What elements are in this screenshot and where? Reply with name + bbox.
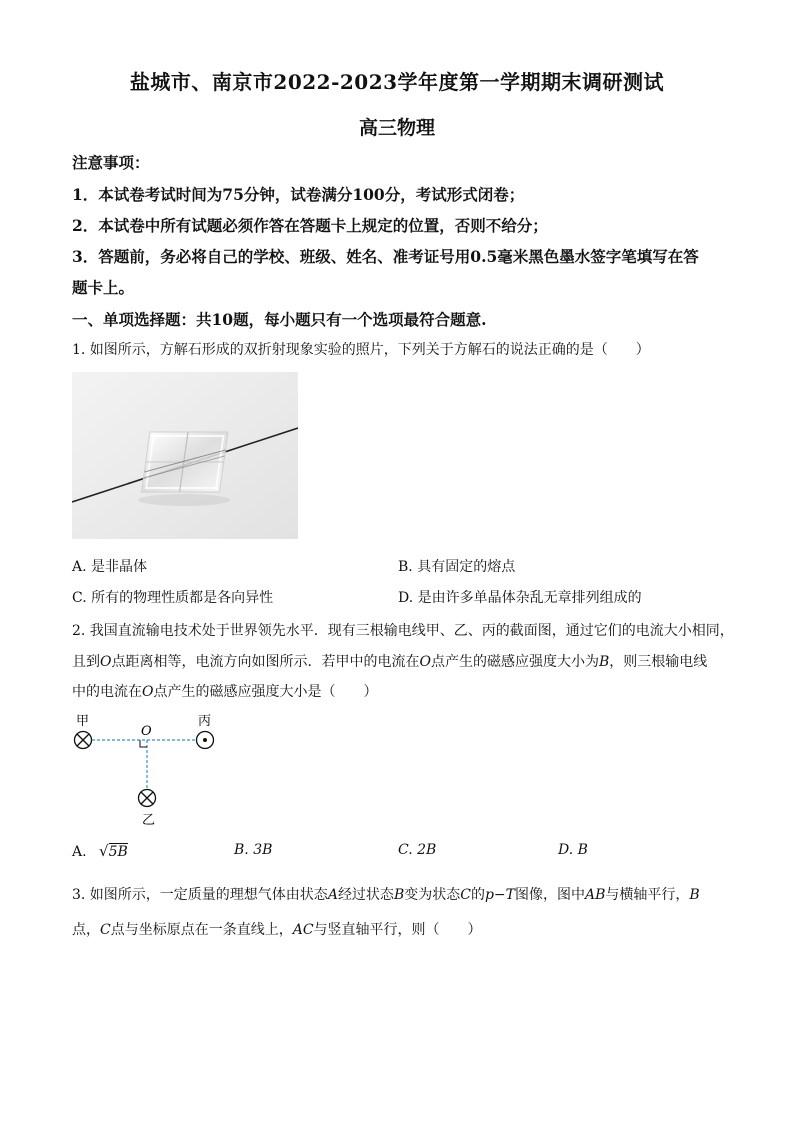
wire-bing-out-of-page-icon [197,732,214,749]
q1-option-c[interactable]: C. 所有的物理性质都是各向异性 [72,590,274,606]
q2-option-b[interactable]: B. 3B [234,842,273,858]
q3-line-1: 3. 如图所示，一定质量的理想气体由状态A经过状态B变为状态C的p−T图像，图中AB与横轴平行，B [72,887,700,903]
q3-line-2: 点，C点与坐标原点在一条直线上，AC与竖直轴平行，则（ ） [72,922,482,938]
calcite-photo [72,372,298,539]
label-yi: 乙 [142,813,156,828]
section-heading: 一、单项选择题：共10题，每小题只有一个选项最符合题意. [72,310,487,329]
notice-item-3-cont: 题卡上。 [72,278,135,297]
q2-option-c[interactable]: C. 2B [398,842,437,858]
q1-option-b[interactable]: B. 具有固定的熔点 [398,559,516,575]
notice-heading: 注意事项： [72,153,150,172]
q2-option-a[interactable]: A. √5B [72,842,128,860]
q2-line-2: 且到O点距离相等，电流方向如图所示．若甲中的电流在O点产生的磁感应强度大小为B，则三根输电线 [72,654,708,670]
q2-option-d[interactable]: D. B [558,842,588,858]
label-bing: 丙 [198,714,212,729]
exam-title: 盐城市、南京市2022-2023学年度第一学期期末调研测试 [129,70,665,94]
wire-jia-into-page-icon [75,732,92,749]
q1-option-d[interactable]: D. 是由许多单晶体杂乱无章排列组成的 [398,590,642,606]
wire-yi-into-page-icon [139,790,156,807]
calcite-crystal-image [72,372,298,539]
label-jia: 甲 [76,714,90,729]
q1-stem: 1. 如图所示，方解石形成的双折射现象实验的照片，下列关于方解石的说法正确的是（ ） [72,342,650,358]
exam-subject: 高三物理 [358,117,435,139]
q1-option-a[interactable]: A. 是非晶体 [72,559,148,575]
q2-line-1: 2. 我国直流输电技术处于世界领先水平．现有三根输电线甲、乙、丙的截面图，通过它们的电流大小相同， [72,623,734,639]
notice-item-3: 3．答题前，务必将自己的学校、班级、姓名、准考证号用0.5毫米黑色墨水签字笔填写在答 [72,247,699,266]
wire-cross-section-diagram [66,710,236,828]
notice-item-2: 2．本试卷中所有试题必须作答在答题卡上规定的位置，否则不给分； [72,216,548,235]
q2-line-3: 中的电流在O点产生的磁感应强度大小是（ ） [72,684,378,700]
label-o: O [141,724,152,739]
notice-item-1: 1．本试卷考试时间为75分钟，试卷满分100分，考试形式闭卷； [72,185,525,204]
